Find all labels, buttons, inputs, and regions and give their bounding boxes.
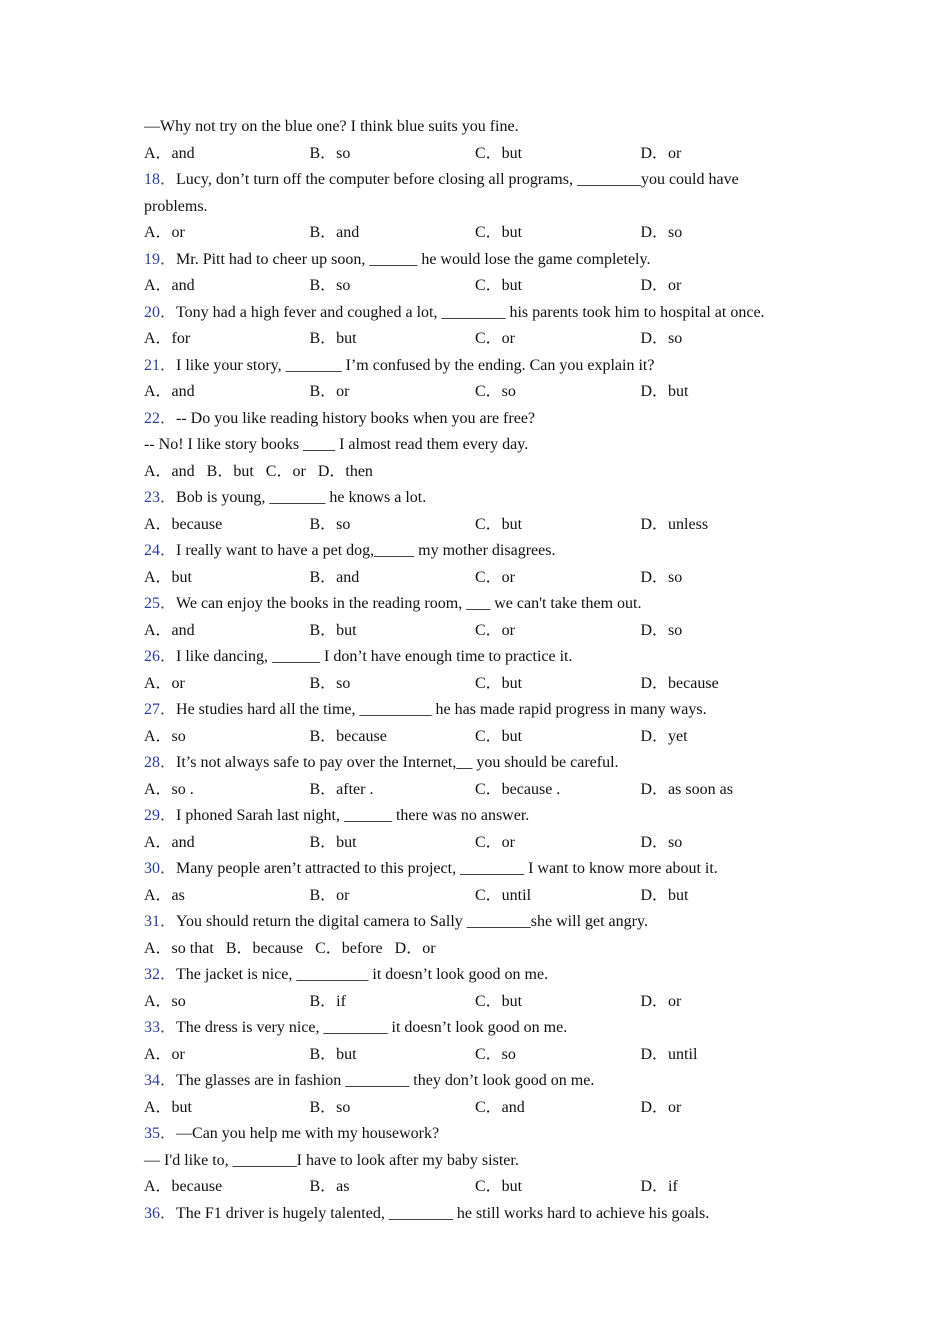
worksheet-page (144, 114, 824, 1227)
option-d: D．yet (640, 727, 688, 745)
option-c: C．but (475, 277, 523, 294)
option-d: D．so (640, 224, 683, 241)
option-b: B．or (309, 383, 350, 400)
option-c: C．until (475, 886, 532, 904)
question-block (144, 856, 824, 909)
answer-options (144, 1042, 824, 1069)
option-b: B．but (309, 833, 357, 851)
option-d: D．or (640, 1098, 682, 1116)
answer-options (144, 379, 824, 406)
answer-options (144, 273, 824, 300)
answer-options (144, 618, 824, 645)
question-line (144, 194, 824, 221)
option-a: A．so (144, 992, 186, 1010)
question-text: problems. (144, 197, 208, 215)
question-line (144, 697, 824, 724)
option-c: C．or (265, 462, 306, 480)
option-b: B．and (309, 568, 360, 586)
question-block (144, 1121, 824, 1201)
question-block (144, 406, 824, 486)
option-b: B．so (309, 1098, 351, 1116)
question-text: I phoned Sarah last night, ______ there was no answer. (176, 807, 530, 824)
option-d: D．until (640, 1045, 698, 1063)
option-c: C．or (475, 568, 516, 586)
question-number: 27． (144, 701, 177, 718)
question-text: -- No! I like story books ____ I almost read them every day. (144, 436, 529, 453)
question-number: 26． (144, 648, 177, 665)
option-a: A．so . (144, 780, 194, 798)
option-b: B．as (309, 1178, 350, 1195)
option-a: A．or (144, 1045, 185, 1063)
option-b: B．but (206, 462, 254, 480)
question-block (144, 697, 824, 750)
question-block (144, 1201, 824, 1228)
option-c: C．or (475, 330, 516, 347)
question-text: You should return the digital camera to Sally ________she will get angry. (176, 913, 648, 930)
option-d: D．so (640, 833, 683, 851)
option-b: B．so (309, 674, 351, 692)
option-d: D．but (640, 383, 689, 400)
option-d: D．so (640, 621, 683, 639)
question-line (144, 750, 824, 777)
option-b: B．but (309, 330, 357, 347)
option-a: A．or (144, 674, 185, 692)
option-b: B．and (309, 224, 360, 241)
question-line (144, 247, 824, 274)
option-a: A．and (144, 462, 195, 480)
option-a: A．and (144, 144, 195, 162)
question-block (144, 485, 824, 538)
question-line (144, 485, 824, 512)
option-c: C．or (475, 621, 516, 639)
option-c: C．so (475, 383, 516, 400)
question-line (144, 1201, 824, 1228)
question-text: I like your story, _______ I’m confused by the ending. Can you explain it? (176, 356, 655, 374)
answer-options (144, 326, 824, 353)
question-number: 34． (144, 1072, 177, 1089)
answer-options (144, 724, 824, 751)
option-b: B．but (309, 621, 357, 639)
question-line (144, 167, 824, 194)
question-block (144, 167, 824, 247)
option-a: A．because (144, 1178, 223, 1195)
intro-block (144, 114, 824, 167)
option-b: B．if (309, 992, 346, 1010)
question-text: Mr. Pitt had to cheer up soon, ______ he would lose the game completely. (176, 250, 651, 268)
option-b: B．but (309, 1045, 357, 1063)
question-text: —Can you help me with my housework? (176, 1125, 440, 1142)
question-block (144, 1068, 824, 1121)
option-a: A．and (144, 383, 195, 400)
question-number: 21． (144, 356, 177, 374)
option-c: C．but (475, 727, 523, 745)
option-a: A．because (144, 515, 223, 533)
question-text: I like dancing, ______ I don’t have enough time to practice it. (176, 648, 573, 665)
question-number: 28． (144, 754, 177, 771)
question-line (144, 300, 824, 327)
option-d: D．so (640, 330, 683, 347)
option-a: A．for (144, 330, 191, 347)
option-a: A．as (144, 886, 185, 904)
option-c: C．but (475, 224, 523, 241)
option-a: A．but (144, 1098, 193, 1116)
question-number: 32． (144, 966, 177, 983)
question-block (144, 644, 824, 697)
answer-options (144, 1095, 824, 1122)
question-line (144, 1068, 824, 1095)
question-line (144, 644, 824, 671)
question-block (144, 538, 824, 591)
question-text: Lucy, don’t turn off the computer before closing all programs, ________you could have (176, 171, 739, 188)
question-number: 19． (144, 250, 177, 268)
question-text: Tony had a high fever and coughed a lot, ________ his parents took him to hospital at once. (176, 303, 765, 321)
option-a: A．so that (144, 939, 214, 957)
option-d: D．or (640, 144, 682, 162)
option-c: C．but (475, 144, 523, 162)
option-d: D．then (317, 462, 373, 480)
option-a: A．but (144, 568, 193, 586)
question-text: The jacket is nice, _________ it doesn’t look good on me. (176, 966, 549, 983)
question-text: Bob is young, _______ he knows a lot. (176, 489, 427, 506)
answer-options-inline (144, 459, 824, 486)
option-d: D．so (640, 568, 683, 586)
question-list (144, 167, 824, 1227)
answer-options (144, 1174, 824, 1201)
answer-options (144, 220, 824, 247)
option-c: C．but (475, 1178, 523, 1195)
question-line (144, 962, 824, 989)
question-number: 29． (144, 807, 177, 824)
question-block (144, 803, 824, 856)
question-text: It’s not always safe to pay over the Internet,__ you should be careful. (176, 754, 619, 771)
question-number: 20． (144, 303, 177, 321)
question-text: — I'd like to, ________I have to look after my baby sister. (144, 1151, 519, 1169)
question-block (144, 353, 824, 406)
option-c: C．because . (475, 780, 561, 798)
question-line (144, 1148, 824, 1175)
answer-options (144, 883, 824, 910)
option-d: D．or (640, 992, 682, 1010)
answer-options (144, 989, 824, 1016)
question-number: 31． (144, 913, 177, 930)
question-block (144, 591, 824, 644)
option-b: B．because (225, 939, 304, 957)
question-text: The dress is very nice, ________ it doesn’t look good on me. (176, 1019, 568, 1036)
option-b: B．because (309, 727, 387, 745)
question-number: 30． (144, 860, 177, 877)
question-line (144, 856, 824, 883)
question-line (144, 1015, 824, 1042)
option-d: D．but (640, 886, 689, 904)
answer-options (144, 671, 824, 698)
question-block (144, 909, 824, 962)
option-a: A．so (144, 727, 186, 745)
answer-options (144, 565, 824, 592)
option-b: B．so (309, 144, 351, 162)
intro-text: —Why not try on the blue one? I think blue suits you fine. (144, 118, 519, 135)
option-d: D．or (394, 939, 436, 957)
answer-options (144, 777, 824, 804)
option-b: B．so (309, 515, 351, 533)
question-block (144, 300, 824, 353)
option-d: D．or (640, 277, 682, 294)
question-line (144, 432, 824, 459)
question-line (144, 1121, 824, 1148)
question-number: 24． (144, 542, 177, 559)
question-line (144, 909, 824, 936)
option-c: C．before (315, 939, 383, 957)
question-block (144, 1015, 824, 1068)
question-number: 36． (144, 1204, 177, 1222)
option-d: D．if (640, 1178, 678, 1195)
question-text: He studies hard all the time, _________ he has made rapid progress in many ways. (176, 701, 707, 718)
question-line (144, 803, 824, 830)
question-number: 33． (144, 1019, 177, 1036)
option-c: C．so (475, 1045, 516, 1063)
option-c: C．but (475, 992, 523, 1010)
option-b: B．so (309, 277, 351, 294)
answer-options (144, 512, 824, 539)
question-line (144, 591, 824, 618)
option-a: A．and (144, 621, 195, 639)
question-block (144, 962, 824, 1015)
question-text: I really want to have a pet dog,_____ my mother disagrees. (176, 542, 556, 559)
intro-options (144, 141, 824, 168)
question-number: 22． (144, 409, 177, 427)
option-d: D．as soon as (640, 780, 733, 798)
question-number: 18． (144, 171, 177, 188)
option-c: C．or (475, 833, 516, 851)
question-line (144, 353, 824, 380)
question-text: -- Do you like reading history books when you are free? (176, 409, 536, 427)
question-line (144, 538, 824, 565)
option-c: C．but (475, 515, 523, 533)
question-block (144, 247, 824, 300)
option-a: A．and (144, 277, 195, 294)
question-text: The glasses are in fashion ________ they don’t look good on me. (176, 1072, 595, 1089)
option-b: B．after . (309, 780, 374, 798)
question-text: We can enjoy the books in the reading room, ___ we can't take them out. (176, 595, 642, 612)
question-number: 25． (144, 595, 177, 612)
question-text: The F1 driver is hugely talented, ________ he still works hard to achieve his goals. (176, 1204, 710, 1222)
option-a: A．and (144, 833, 195, 851)
option-c: C．but (475, 674, 523, 692)
answer-options (144, 830, 824, 857)
option-c: C．and (475, 1098, 525, 1116)
option-d: D．because (640, 674, 719, 692)
question-block (144, 750, 824, 803)
question-line (144, 406, 824, 433)
question-number: 35． (144, 1125, 177, 1142)
question-text: Many people aren’t attracted to this project, ________ I want to know more about it. (176, 860, 718, 877)
option-a: A．or (144, 224, 185, 241)
option-d: D．unless (640, 515, 709, 533)
question-number: 23． (144, 489, 177, 506)
answer-options-inline (144, 936, 824, 963)
option-b: B．or (309, 886, 350, 904)
